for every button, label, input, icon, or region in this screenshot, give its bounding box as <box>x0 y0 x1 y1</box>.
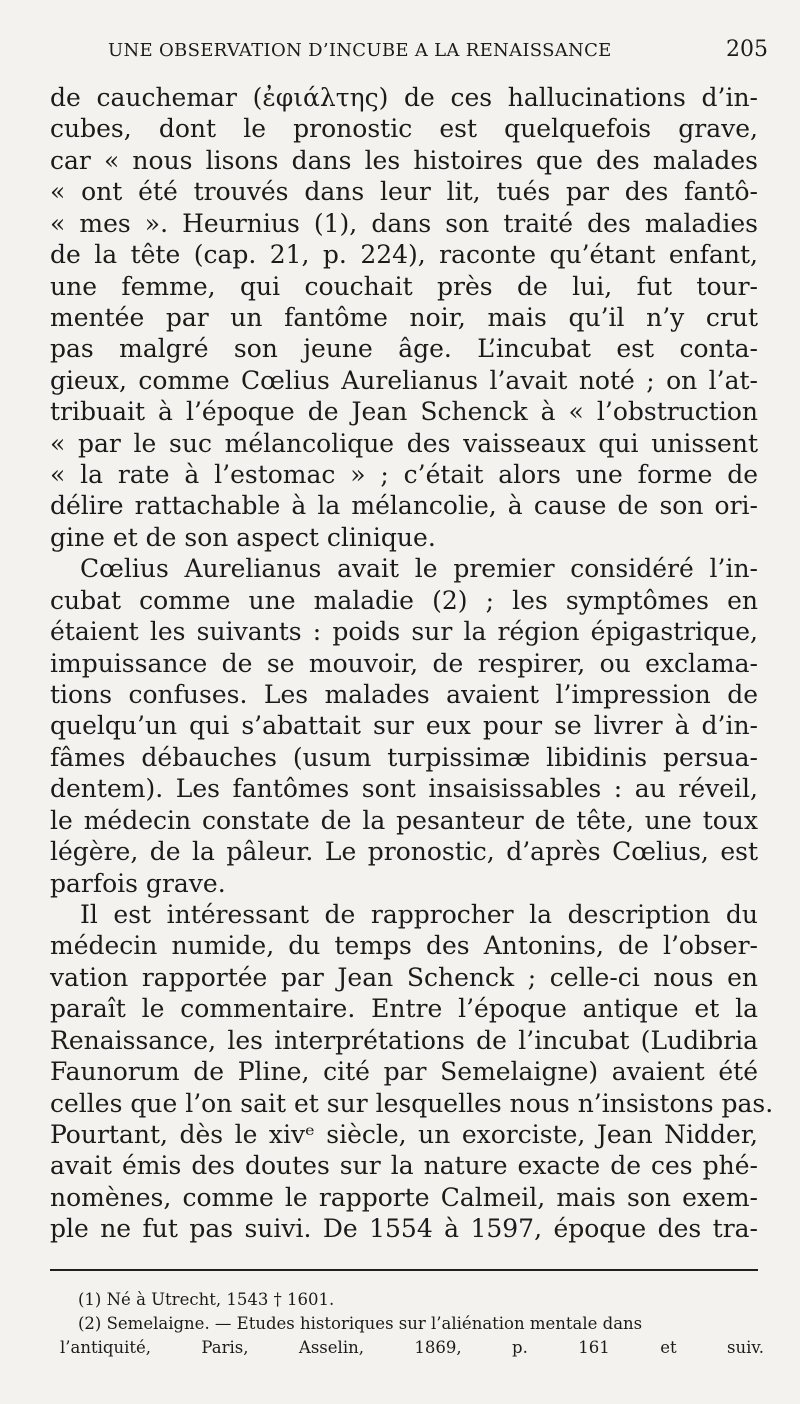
text-line <box>50 648 758 679</box>
text-line <box>50 1150 758 1181</box>
page-header <box>108 30 768 70</box>
text-line <box>50 836 758 867</box>
text-line <box>50 616 758 647</box>
line-text: Cœlius Aurelianus avait le premier considéré l’in- <box>80 554 758 584</box>
line-text: ple ne fut pas suivi. De 1554 à 1597, époque des tra- <box>50 1214 758 1244</box>
text-line <box>50 239 758 270</box>
text-line <box>50 82 758 113</box>
running-title: UNE OBSERVATION D’INCUBE A LA RENAISSANCE <box>108 40 612 61</box>
line-text: Il est intéressant de rapprocher la description du <box>80 899 758 929</box>
line-text: « ont été trouvés dans leur lit, tués par des fantô- <box>50 177 758 207</box>
text-line <box>50 302 758 333</box>
line-text: « la rate à l’estomac » ; c’était alors une forme de <box>50 460 758 490</box>
text-line <box>50 962 758 993</box>
line-text: car « nous lisons dans les histoires que des malades <box>50 145 758 175</box>
line-text: pas malgré son jeune âge. L’incubat est conta- <box>50 334 758 364</box>
line-text: une femme, qui couchait près de lui, fut tour- <box>50 271 758 301</box>
footnote <box>60 1336 764 1360</box>
line-text: vation rapportée par Jean Schenck ; celle-ci nous en <box>50 962 758 992</box>
line-text: cubes, dont le pronostic est quelquefois grave, <box>50 114 758 144</box>
line-text: « par le suc mélancolique des vaisseaux qui unissent <box>50 428 758 458</box>
line-text: le médecin constate de la pesanteur de tête, une toux <box>50 805 758 835</box>
text-line <box>50 1182 758 1213</box>
text-line <box>50 553 758 584</box>
line-text: dentem). Les fantômes sont insaisissables : au réveil, <box>50 774 758 804</box>
line-text: légère, de la pâleur. Le pronostic, d’après Cœlius, est <box>50 837 758 867</box>
text-line <box>50 930 758 961</box>
text-line <box>50 271 758 302</box>
line-text: étaient les suivants : poids sur la région épigastrique, <box>50 617 758 647</box>
footnote <box>78 1288 764 1312</box>
text-line <box>50 522 758 553</box>
text-line <box>50 1056 758 1087</box>
text-line <box>50 365 758 396</box>
page-number: 205 <box>726 37 768 62</box>
text-line <box>50 208 758 239</box>
line-text: de la tête (cap. 21, p. 224), raconte qu’étant enfant, <box>50 240 758 270</box>
text-line <box>50 899 758 930</box>
line-text: cubat comme une maladie (2) ; les symptômes en <box>50 585 758 615</box>
text-line <box>50 993 758 1024</box>
line-text: quelqu’un qui s’abattait sur eux pour se livrer à d’in- <box>50 711 758 741</box>
text-line <box>50 1213 758 1244</box>
text-line <box>50 773 758 804</box>
line-text: Faunorum de Pline, cité par Semelaigne) avaient été <box>50 1057 758 1087</box>
footnote <box>78 1312 764 1336</box>
line-text: parfois grave. <box>50 868 226 898</box>
body-text <box>50 82 774 1245</box>
line-text: mentée par un fantôme noir, mais qu’il n’y crut <box>50 302 758 332</box>
text-line <box>50 1088 774 1119</box>
text-line <box>50 1025 758 1056</box>
line-text: avait émis des doutes sur la nature exacte de ces phé- <box>50 1151 758 1181</box>
text-line <box>50 742 758 773</box>
text-line <box>50 805 758 836</box>
line-text: nomènes, comme le rapporte Calmeil, mais son exem- <box>50 1182 758 1212</box>
line-text: gine et de son aspect clinique. <box>50 522 436 552</box>
text-line <box>50 113 758 144</box>
text-line <box>50 1119 758 1150</box>
text-line <box>50 868 758 899</box>
text-line <box>50 145 758 176</box>
text-line <box>50 176 758 207</box>
text-line <box>50 710 758 741</box>
line-text: « mes ». Heurnius (1), dans son traité des maladies <box>50 208 758 238</box>
text-line <box>50 428 758 459</box>
line-text: délire rattachable à la mélancolie, à cause de son ori- <box>50 491 758 521</box>
line-text: tribuait à l’époque de Jean Schenck à « l’obstruction <box>50 397 758 427</box>
line-text: fâmes débauches (usum turpissimæ libidinis persua- <box>50 742 758 772</box>
text-line <box>50 333 758 364</box>
text-line <box>50 490 758 521</box>
footnote-text: l’antiquité, Paris, Asselin, 1869, p. 161 et suiv. <box>60 1338 764 1357</box>
footnote-text: (1) Né à Utrecht, 1543 † 1601. <box>78 1290 335 1309</box>
line-text: celles que l’on sait et sur lesquelles nous n’insistons pas. <box>50 1088 774 1118</box>
line-text: gieux, comme Cœlius Aurelianus l’avait noté ; on l’at- <box>50 365 758 395</box>
footnote-text: (2) Semelaigne. — Etudes historiques sur l’aliénation mentale dans <box>78 1314 643 1333</box>
footnotes <box>60 1288 764 1360</box>
line-text: médecin numide, du temps des Antonins, de l’obser- <box>50 931 758 961</box>
line-text: Pourtant, dès le xivᵉ siècle, un exorciste, Jean Nidder, <box>50 1119 758 1149</box>
line-text: Renaissance, les interprétations de l’incubat (Ludibria <box>50 1025 758 1055</box>
line-text: paraît le commentaire. Entre l’époque antique et la <box>50 994 758 1024</box>
line-text: tions confuses. Les malades avaient l’impression de <box>50 680 758 710</box>
footnote-rule <box>50 1269 758 1271</box>
text-line <box>50 585 758 616</box>
line-text: de cauchemar (ἐφιάλτης) de ces hallucinations d’in- <box>50 83 758 112</box>
text-line <box>50 679 758 710</box>
line-text: impuissance de se mouvoir, de respirer, ou exclama- <box>50 648 758 678</box>
text-line <box>50 396 758 427</box>
text-line <box>50 459 758 490</box>
